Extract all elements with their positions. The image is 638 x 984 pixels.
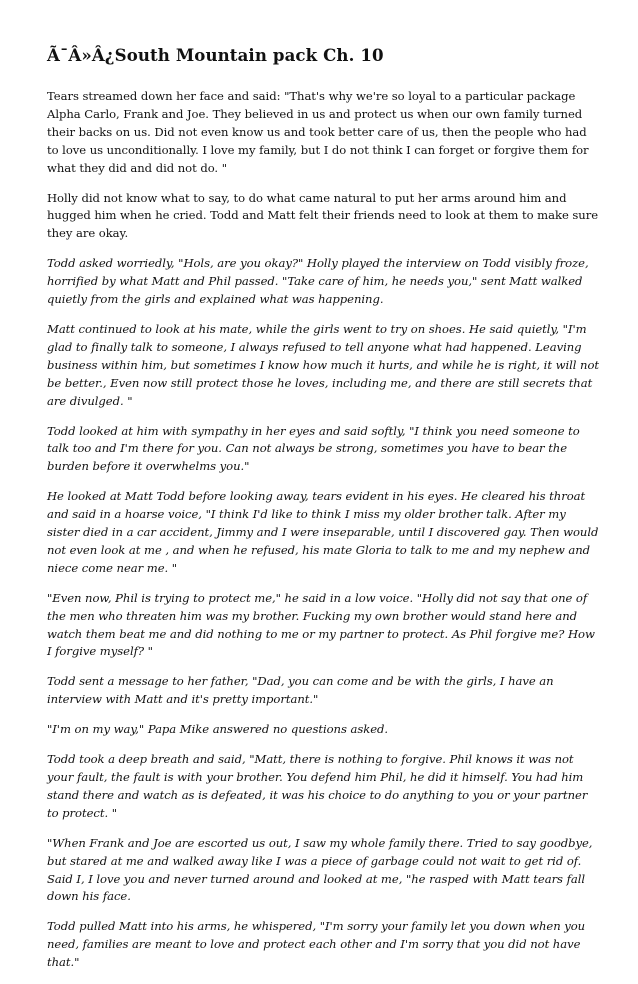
- paragraph-3: Todd asked worriedly, "Hols, are you okay?" Holly played the interview on Todd visibly froze, horrified by what Matt and Phil passed. "Take care of him, he needs you," sent Matt walked quietly from the girls and explained what was happening.: [47, 256, 589, 307]
- paragraph-4: Matt continued to look at his mate, while the girls went to try on shoes. He said quietly, "I'm glad to finally talk to someone, I always refused to tell anyone what had happened. Leaving business within him, but sometimes I know how much it hurts, and while he is right, it will not be better., Even now still protect those he loves, including me, and there are still secrets that are divulged. ": [47, 321, 600, 408]
- document-page: [47, 44, 599, 984]
- paragraph-8: Todd sent a message to her father, "Dad, you can come and be with the girls, I have an interview with Matt and it's pretty important.": [47, 674, 554, 707]
- paragraph-7: "Even now, Phil is trying to protect me," he said in a low voice. "Holly did not say that one of the men who threaten him was my brother. Fucking my own brother would stand here and watch them beat me and did nothing to me or my partner to protect. As Phil forgive me? How I forgive myself? ": [47, 590, 595, 659]
- paragraph-9: "I'm on my way," Papa Mike answered no questions asked.: [47, 722, 389, 737]
- paragraph-2: Holly did not know what to say, to do what came natural to put her arms around him and hugged him when he cried. Todd and Matt felt their friends need to look at them to make sure they are okay.: [47, 190, 599, 241]
- paragraph-12: Todd pulled Matt into his arms, he whispered, "I'm sorry your family let you down when you need, families are meant to love and protect each other and I'm sorry that you did not have that.": [47, 919, 586, 970]
- paragraph-6: He looked at Matt Todd before looking away, tears evident in his eyes. He cleared his throat and said in a hoarse voice, "I think I'd like to think I miss my older brother talk. After my sister died in a car accident, Jimmy and I were inseparable, until I discovered gay. Then would not even look at me , and when he refused, his mate Gloria to talk to me and my nephew and niece come near me. ": [47, 489, 599, 575]
- chapter-title: Ã¯Â»Â¿South Mountain pack Ch. 10: [47, 45, 384, 65]
- paragraph-10: Todd took a deep breath and said, "Matt, there is nothing to forgive. Phil knows it was not your fault, the fault is with your brother. You defend him Phil, he did it himself. You had him stand there and watch as is defeated, it was his choice to do anything to you or your partner to protect. ": [47, 752, 588, 820]
- paragraph-1: Tears streamed down her face and said: "That's why we're so loyal to a particular package Alpha Carlo, Frank and Joe. They believed in us and protect us when our own family turned their backs on us. Did not even know us and took better care of us, then the people who had to love us unconditionally. I love my family, but I do not think I can forget or forgive them for what they did and did not do. ": [47, 89, 589, 175]
- paragraph-11: "When Frank and Joe are escorted us out, I saw my whole family there. Tried to say goodbye, but stared at me and walked away like I was a piece of garbage could not wait to get rid of. Said I, I love you and never turned around and looked at me, "he rasped with Matt tears fall down his face.: [47, 835, 593, 904]
- paragraph-5: Todd looked at him with sympathy in her eyes and said softly, "I think you need someone to talk too and I'm there for you. Can not always be strong, sometimes you have to bear the burden before it overwhelms you.": [47, 423, 580, 474]
